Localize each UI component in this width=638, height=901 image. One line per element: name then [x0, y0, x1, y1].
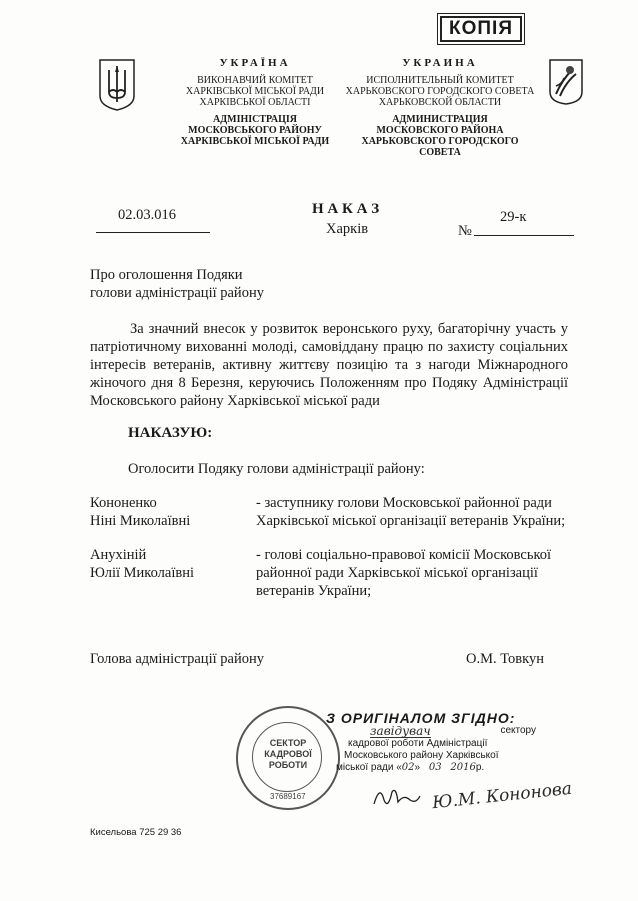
certification-month: 03	[428, 762, 442, 773]
header-left-admin1: АДМІНІСТРАЦІЯ	[213, 114, 297, 125]
recipient-2-position-line1: - голові соціально-правової комісії Московської	[256, 547, 552, 563]
header-right-admin3: ХАРЬКОВСКОГО ГОРОДСКОГО СОВЕТА	[361, 136, 519, 158]
recipient-2-position-line3: ветеранів України;	[256, 583, 372, 599]
certification-stamp	[326, 712, 536, 774]
header-left-admin3: ХАРКІВСЬКОЇ МІСЬКОЇ РАДИ	[180, 136, 330, 147]
seal-line3: РОБОТИ	[268, 760, 308, 770]
recipient-2-person	[90, 546, 194, 582]
certification-role-row	[326, 725, 536, 738]
order-number-line	[474, 235, 574, 236]
certification-line2: кадрової роботи Адміністрації	[348, 738, 488, 749]
recipient-2-name: Юлії Миколаївні	[90, 565, 194, 581]
recipient-1-person	[90, 494, 190, 530]
header-right-line2: ХАРЬКОВСКОГО ГОРОДСКОГО СОВЕТА	[345, 86, 535, 97]
signature-role: Голова адміністрації району	[90, 651, 264, 667]
subject-line1: Про оголошення Подяки	[90, 267, 243, 283]
order-title: Н А К А З	[312, 201, 380, 217]
preamble: За значний внесок у розвиток веронського руху, багаторічну участь у патріотичному вихованні молоді, самовіддану працю по захисту соціальних інтересів ветеранів, активну життєву позицію та з нагоди Міжнародного жіночого дня 8 Березня, керуючись Положенням про Подяку Адміністрації Московського району Харківської міської ради	[90, 321, 568, 409]
certification-title: З ОРИГІНАЛОМ ЗГІДНО:	[326, 710, 516, 726]
subject-line2: голови адміністрації району	[90, 285, 264, 301]
certification-line4-mid: »	[414, 762, 421, 773]
recipient-1-name: Ніні Миколаївні	[90, 513, 191, 529]
certification-line3: Московського району Харківської	[344, 750, 499, 761]
header-left-line2: ХАРКІВСЬКОЇ МІСЬКОЇ РАДИ	[185, 86, 325, 97]
round-seal	[236, 706, 340, 810]
command: НАКАЗУЮ:	[128, 425, 213, 441]
seal-line1: СЕКТОР	[269, 738, 307, 748]
trident-icon	[98, 58, 136, 112]
header-right-line1: ИСПОЛНИТЕЛЬНЫЙ КОМИТЕТ	[366, 75, 514, 86]
certification-date-row	[336, 762, 536, 774]
recipient-2-position	[256, 546, 551, 600]
header-left-line1: ВИКОНАВЧИЙ КОМІТЕТ	[197, 75, 313, 86]
order-city: Харків	[326, 221, 369, 237]
order-number: 29-к	[500, 209, 527, 225]
recipient-1-position	[256, 494, 565, 530]
order-number-sign: №	[458, 223, 472, 239]
certification-line4-prefix: міської ради «	[336, 762, 402, 773]
seal-code: 37689167	[270, 792, 306, 801]
recipient-2-surname: Анухіній	[90, 547, 147, 563]
announce: Оголосити Подяку голови адміністрації району:	[128, 461, 425, 477]
certification-signature-name: Ю.М. Кононова	[431, 778, 573, 814]
recipient-2-position-line2: районної ради Харківської міської організації	[256, 565, 538, 581]
recipient-1-position-line2: Харківської міської організації ветеранів України;	[256, 513, 566, 529]
header-right-country: УКРАИНА	[402, 57, 478, 69]
certification-year-suffix: р.	[475, 762, 485, 773]
certification-sector-word: сектору	[500, 725, 536, 736]
certification-day: 02	[401, 762, 415, 773]
header-left-country: УКРАЇНА	[219, 57, 291, 69]
certification-handwritten-role: завідувач	[370, 724, 431, 738]
header-right	[340, 58, 540, 158]
order-date: 02.03.016	[118, 207, 176, 223]
header-right-admin2: МОСКОВСКОГО РАЙОНА	[376, 125, 504, 136]
signature-name: О.М. Товкун	[466, 651, 544, 667]
footer-executor: Кисельова 725 29 36	[90, 827, 182, 838]
header-right-admin1: АДМИНИСТРАЦИЯ	[392, 114, 488, 125]
seal-line2: КАДРОВОЇ	[264, 749, 312, 759]
copy-stamp: КОПІЯ	[440, 16, 522, 42]
handwritten-signature-mark	[370, 782, 422, 812]
seal-text	[238, 738, 338, 771]
header-left	[160, 58, 350, 147]
subject	[90, 266, 264, 302]
kharkiv-emblem-icon	[548, 58, 584, 106]
header-left-line3: ХАРКІВСЬКОЇ ОБЛАСТІ	[199, 97, 311, 108]
certification-year: 2016	[450, 762, 476, 773]
recipient-1-position-line1: - заступнику голови Московської районної ради	[256, 495, 552, 511]
order-date-line	[96, 232, 210, 233]
header-left-admin2: МОСКОВСЬКОГО РАЙОНУ	[188, 125, 322, 136]
header-right-line3: ХАРЬКОВСКОЙ ОБЛАСТИ	[378, 97, 502, 108]
recipient-1-surname: Кононенко	[90, 495, 157, 511]
